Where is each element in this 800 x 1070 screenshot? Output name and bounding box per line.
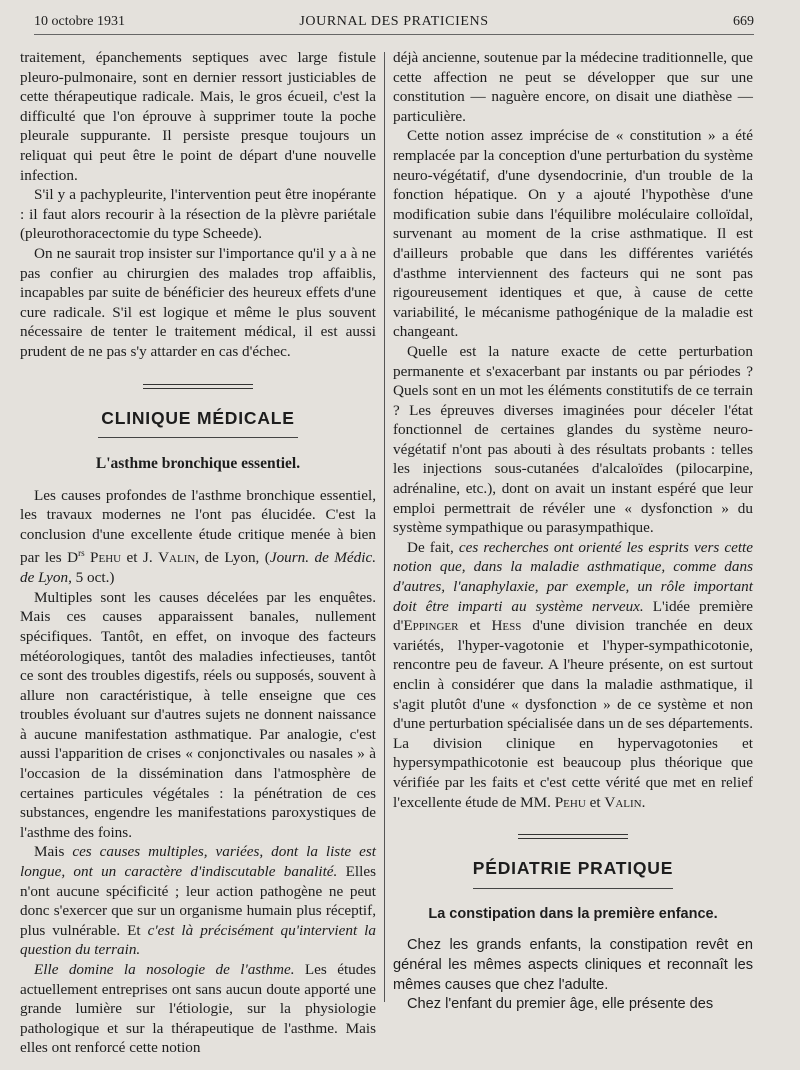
paragraph: On ne saurait trop insister sur l'importance qu'il y a à ne pas confier au chirurgien des malades trop affaiblis, incapables par suite de bénéficier des heureux effets d'une cure radicale. S'il est logique et même le plus souvent nécessaire de tenter le traitement médical, il est aussi prudent de ne pas s'y attarder en cas d'échec.: [20, 244, 376, 360]
article-title: L'asthme bronchique essentiel.: [95, 455, 301, 473]
text-run: Elles n'ont aucune spécificité ; leur action pathogène ne peut donc s'exercer que sur un organisme humain plus réceptif, plus vulnérable. Et: [20, 863, 376, 939]
page-number: 669: [733, 14, 754, 29]
paragraph: [20, 486, 376, 588]
paragraph: [20, 960, 376, 1058]
text-run: , 5 oct.): [68, 569, 115, 587]
paragraph: traitement, épanchements septiques avec large fistule pleuro-pulmonaire, sont en dernier ressort justiciables de cette thérapeutique radicale. Mais, le gros écueil, c'est la difficulté que l'on éprouve à supprimer toute la poche pleurale suppurante. Il persiste presque toujours un reliquat qui peut être le point de départ d'une nouvelle infection.: [20, 49, 376, 184]
superscript: rs: [78, 548, 85, 559]
left-column: [20, 48, 376, 1058]
paragraph: Chez les grands enfants, la constipation revêt en général les mêmes aspects cliniques et reconnaît les mêmes causes que chez l'adulte.: [393, 937, 753, 993]
section-separator: [518, 834, 628, 839]
text-run: , de Lyon, (: [195, 549, 270, 567]
text-run: Les études actuellement entreprises ont sans aucun doute apporté une grande lumière sur l'étiologie, sur la physiologie pathologique et sur la thérapeutique de l'asthme. Mais elles ont renforcé cette notion: [20, 961, 377, 1057]
paragraph: Cette notion assez imprécise de « constitution » a été remplacée par la conception d'une perturbation du système neuro-végétatif, d'une dysendocrinie, d'un trouble de la fonction hépatique. On y a ajouté l'hypothèse d'une modification subie dans l'équilibre moléculaire colloïdal, survenant au moment de la crise asthmatique. Il est d'ailleurs probable que dans les différentes variétés d'asthme interviennent des facteurs qui ne sont pas rigoureusement identiques et que, à cause de cette variabilité, le mécanisme pathogénique de la maladie est changeant.: [393, 127, 753, 341]
journal-title: JOURNAL DES PRATICIENS: [299, 14, 489, 29]
text-run: et J.: [121, 549, 159, 567]
text-run: Les causes profondes de l'asthme bronchique essentiel, les travaux modernes ne l'ont pas élucidée. C'est la conclusion d'une excellente étude critique menée à bien par les D: [20, 486, 376, 567]
author-name: Valin: [158, 549, 196, 567]
paragraph: Chez l'enfant du premier âge, elle présente des: [407, 996, 714, 1013]
author-name: Valin: [604, 793, 642, 811]
section-underline: [473, 888, 673, 889]
author-name: Hess: [491, 617, 522, 635]
italic-run: c'est là précisément qu'intervient la question du terrain.: [20, 921, 376, 959]
text-run: d'une division tranchée en deux variétés, l'hyper-vagotonie et l'hyper-sympathicotonie, rencontre peu de faveur. A l'heure présente, on est surtout enclin à considérer que dans la maladie asthmatique, il s'agit plutôt d'une « dysfonction » de ce système et non d'une perturbation spécialisée dans un de ses départements. La division clinique en hypervagotonies et hypersympathicotonie est beaucoup plus théorique que vérifiée par les faits et c'est cette vérité que met en relief l'excellente étude de MM.: [393, 617, 753, 811]
paragraph: Quelle est la nature exacte de cette perturbation permanente et s'exacerbant par instants ou par périodes ? Quels sont en un mot les éléments constitutifs de ce terrain ? Les épreuves diverses imaginées pour déceler l'état fonctionnel de certaines glandes du système neuro-végétatif n'ont pas abouti à des résultats probants : telles les injections sous-cutanées d'alcaloïdes (pilocarpine, adrénaline, etc.), dont on avait un instant espéré que leur emploi permettrait de révéler une « dysfonction » du système sympathique ou parasympathique.: [393, 342, 753, 537]
section-underline: [98, 437, 298, 438]
author-name: Pehu: [554, 793, 586, 811]
text-run: Mais: [34, 843, 73, 861]
text-run: L'idée première d': [393, 597, 753, 635]
italic-run: ces causes multiples, variées, dont la liste est longue, ont un caractère d'indiscutable banalité.: [20, 843, 376, 881]
paragraph: déjà ancienne, soutenue par la médecine traditionnelle, que cette affection ne peut se développer que sur une constitution — naguère encore, on disait une diathèse — particulière.: [393, 49, 753, 125]
header-date: 10 octobre 1931: [34, 14, 125, 29]
column-divider: [384, 52, 385, 1002]
right-column: [393, 48, 753, 1015]
text-run: et: [585, 793, 605, 811]
paragraph: Multiples sont les causes décelées par les enquêtes. Mais ces causes apparaissent banales, nullement spécifiques. Tantôt, en effet, on invoque des facteurs météorologiques, tantôt des maladies infectieuses, tantôt ce sont des troubles digestifs, réels ou supposés, souvent à allure non caractéristique, à telle enseigne que ces troubles évoluant sur d'autres sujets ne donnent naissance à aucune manifestation asthmatique. Par analogie, c'est aussi l'apparition de crises « conjonctivales ou nasales » à l'occasion de la dissémination dans l'atmosphère de certaines particules végétales : la pénétration de ces substances, engendre les manifestations paroxystiques de l'asthme des foins.: [20, 588, 376, 841]
text-run: et: [458, 617, 492, 635]
section-title: PÉDIATRIE PRATIQUE: [472, 858, 674, 879]
paragraph: S'il y a pachypleurite, l'intervention peut être inopérante : il faut alors recourir à la résection de la plèvre pariétale (pleurothoracectomie du type Scheede).: [20, 186, 376, 243]
author-name: Pehu: [90, 549, 122, 567]
section-title: CLINIQUE MÉDICALE: [101, 407, 295, 428]
journal-reference: Journ. de Médic. de Lyon: [20, 549, 377, 587]
paragraph: [20, 842, 376, 960]
paragraph: [393, 538, 753, 812]
italic-run: Elle domine la nosologie de l'asthme.: [34, 961, 295, 978]
italic-run: ces recherches ont orienté les esprits vers cette notion que, dans la maladie asthmatique, comme dans d'autres, l'anaphylaxie, par exemple, un rôle important doit être imparti au système nerveux.: [393, 538, 754, 615]
article-title: La constipation dans la première enfance.: [428, 905, 718, 922]
text-run: .: [641, 793, 646, 811]
author-name: Eppinger: [403, 617, 459, 635]
running-header: [34, 12, 754, 35]
article-body: [393, 936, 753, 1014]
text-run: De fait,: [407, 538, 459, 556]
section-separator: [143, 384, 253, 389]
